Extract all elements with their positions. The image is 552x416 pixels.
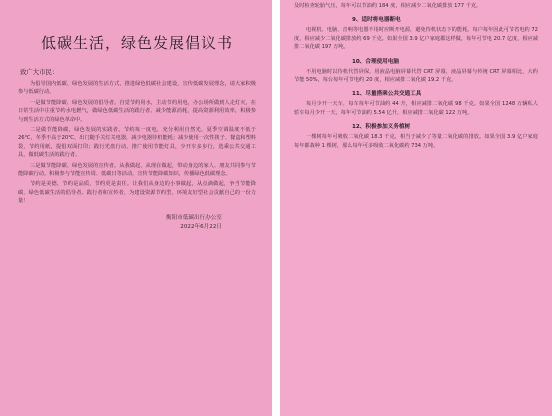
section-heading-12: 12、积极参加义务植树: [352, 124, 411, 131]
continued-text: 及时检查轮胎气压，每年可以节油约 184 度，相应减少二氧化碳排放 177 千克。: [294, 3, 482, 9]
salutation: 致广大市民：: [20, 68, 59, 76]
paragraph-advocate: 一是做节能降碳、绿色发展的倡导者。自觉节约用水，主动节约用电，办公场所做到人走灯灭，在日常生活中注重节约水电燃气，做绿色低碳生活的践行者、减少能源消耗，提高资源利用效率，积极参与到生活方式的绿色革命中。: [18, 99, 256, 123]
paragraph-promoter: 三是做节能降碳、绿色发展的宣传者。从我做起，从现在做起，带动身边的家人、朋友共同参与节能降碳行动。积极参与节能宣传周、低碳日等活动，宣传节能降碳知识，传播绿色低碳理念。: [18, 162, 256, 178]
section-text-10: 不用电脑时以待机代替屏保，用液晶电脑屏幕代替 CRT 屏幕，液晶屏幕与传统 CRT 屏幕相比，大约节能 50%，每台每年可节电约 20 度，相应减排二氧化碳 19.2 千克。: [294, 68, 538, 84]
page-title: 低碳生活，绿色发展倡议书: [40, 34, 233, 52]
right-document-page: [280, 0, 552, 416]
section-text-9: 电视机、电脑、音响等电器不用时应断开电源，避免待机状态下的能耗。每户每年因此可节省电约 72 度，相应减少二氧化碳排放约 69 千克。如果全国 3.9 亿户家庭都这样做，每年可节电 20.7 亿度，相应减排二氧化碳 197 万吨。: [294, 27, 538, 51]
section-heading-10: 10、合理使用电脑: [352, 58, 399, 65]
paragraph-closing: 节约是美德，节约是品质，节约更是责任。让我们从身边的小事做起，从点滴做起，争当节能降碳、绿色低碳生活的倡导者、践行者和宣传者，为建设资源节约型、环境友好型社会贡献自己的一份力量！: [18, 181, 256, 205]
signature-organization: 衡阳市低碳出行办公室: [166, 214, 222, 221]
signature-block: [18, 214, 256, 232]
section-heading-11: 11、尽量搭乘公共交通工具: [352, 91, 422, 98]
paragraph-practitioner: 二是做节能降碳、绿色发展的实践者。节约每一度电，充分利用自然光，夏季空调温度不低于26℃，冬季不高于20℃，出门随手关灯关电器，减少电器待机能耗；减少使用一次性筷子、餐盒和塑料袋，节约用纸，提倡双面打印；践行光盘行动，推广使用节能灯具，少开车多步行，选乘公共交通工具，做低碳生活的践行者。: [18, 127, 256, 159]
left-document-page: [0, 0, 272, 416]
section-text-11: 每月少开一天车，每车每年可节油约 44 升，相应减排二氧化碳 98 千克。如果全国 1248 万辆私人轿车每月少开一天，每年可节油约 5.54 亿升，相应减排二氧化碳 122 万吨。: [294, 101, 538, 116]
paragraph-intro: 为倡导国内低碳、绿色发展的生活方式，推进绿色低碳社会建设，宣传低碳发展理念，请大家积极参与低碳行动。: [18, 81, 256, 96]
section-heading-9: 9、适时将电器断电: [352, 17, 401, 24]
page-gap: [272, 0, 280, 416]
section-text-12: 一棵树每年可吸收二氧化碳 18.3 千克，相当于减少了等量二氧化碳的排放。如果全国 3.9 亿户家庭每年都栽种 1 棵树，那么每年可多吸收二氧化碳约 734 万吨。: [294, 134, 538, 149]
signature-date: 2022年6月22日: [180, 223, 222, 230]
